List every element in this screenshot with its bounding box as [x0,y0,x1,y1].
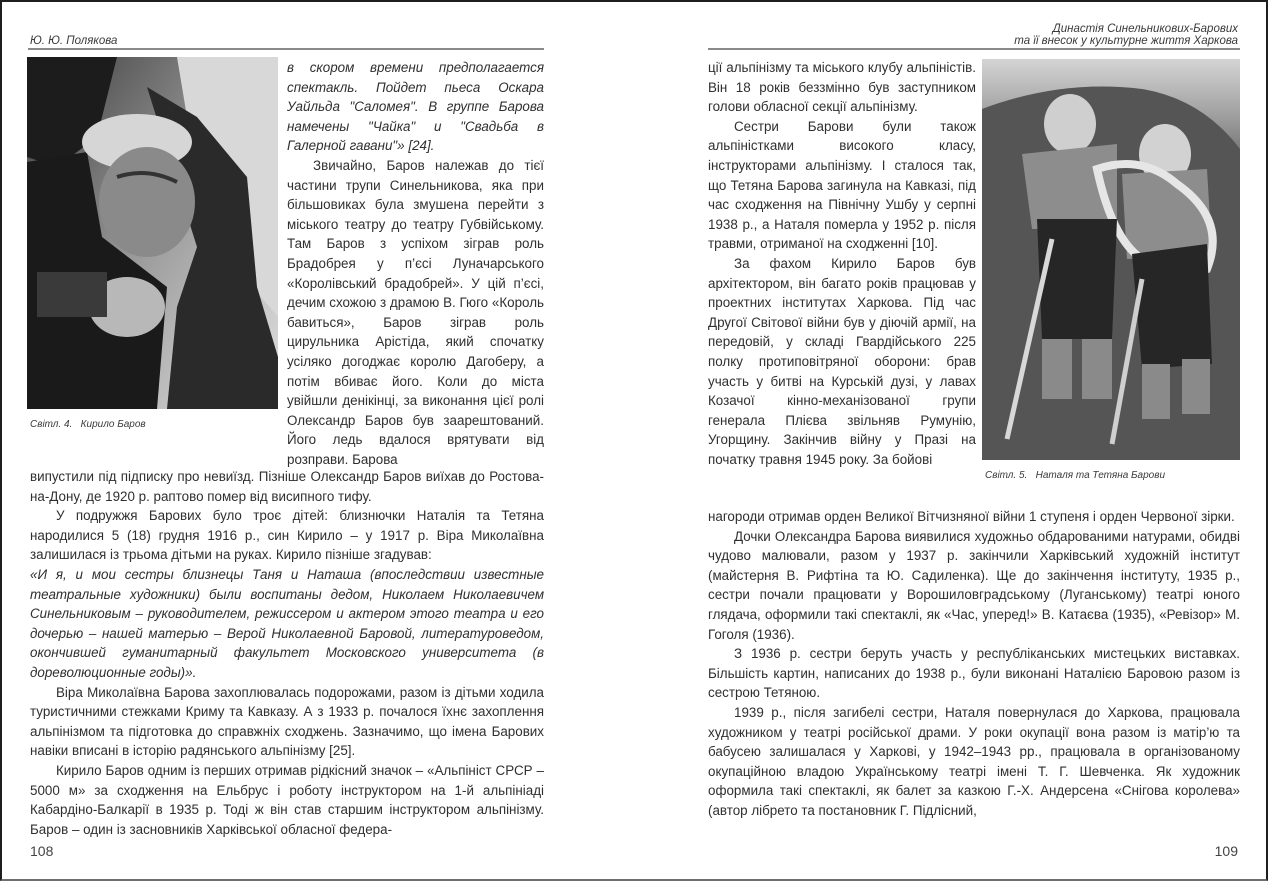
paragraph: Звичайно, Баров належав до тієї частини трупи Синельникова, яка при більшовиках була змушена перейти з міського театру до театру Губвійському. Там Баров з успіхом зіграв роль Брадобрея у п’єсі Луначарського «Королівський брадобрей». У цій п’єсі, дечим схожою з драмою В. Гюго «Король бавиться», Баров зіграв роль цирульника Арістіда, який спочатку усіляко догоджає королю Дагоберу, а потім вбиває його. Коли до міста увійшли денікінці, за виконання цієї ролі Олександр Баров був заарештований. Його ледь вдалося врятувати від розправи. Барова [287,157,544,467]
quote-paragraph: «И я, и мои сестры близнецы Таня и Наташа (впоследствии известные театральные художники) были воспитаны дедом, Николаем Николаевичем Синельниковым – руководителем, режиссером и актером этого театра и его дочерью – нашей матерью – Верой Николаевной Баровой, литературоведом, окончившей гуманитарный факультет Московского университета (в дореволюционные годы)». [30,566,544,680]
page-number-left: 108 [30,843,54,859]
paragraph: Віра Миколаївна Барова захоплювалась подорожами, разом із дітьми ходила туристичними стежками Криму та Кавказу. А з 1933 р. почалося їхнє захоплення альпінізмом та підготовка до справжніх сходжень. Зазначимо, що імена Барових навіки вписані в історію радянського альпінізму [25]. [30,684,544,759]
paragraph: 1939 р., після загибелі сестри, Наталя повернулася до Харкова, працювала художником у театрі російської драми. У роки окупації вона разом із матір’ю та бабусею залишалася у Харкові, у 1942–1943 рр., працювала в організованому окупаційною владою Українському театрі імені Т. Г. Шевченка. Як художник оформила такі спектаклі, як балет за казкою Г.-Х. Андерсена «Снігова королева» (автор лібрето та постановник Г. Підлісний, [708,704,1240,818]
left-page [2,2,636,879]
paragraph: За фахом Кирило Баров був архітектором, він багато років працював у проектних інститутах Харкова. Під час Другої Світової війни був у діючій армії, на передовій, у складі Гвардійського 225 полку протиповітряної оборони: брав участь у битві на Курській дузі, у лавах Козачої кінно-механізованої групи генерала Плієва звільняв Румунію, Угорщину. Закінчив війну у Празі на початку травня 1945 року. За бойові [708,255,976,467]
photo-kyrylo-barov [27,57,278,409]
paragraph: Кирило Баров одним із перших отримав рідкісний значок – «Альпініст СРСР – 5000 м» за сходження на Ельбрус і роботу інструктором на 1-й альпініаді Кабардіно-Балкарії в 1935 р. Тоді ж він став старшим інструктором альпінізму. Баров – один із засновників Харківської обласної федера- [30,762,544,837]
paragraph: З 1936 р. сестри беруть участь у республіканських мистецьких виставках. Більшість картин, написаних до 1938 р., були виконані Наталією Баровою разом із сестрою Тетяною. [708,646,1240,701]
paragraph: нагороди отримав орден Великої Вітчизняної війни 1 ступеня і орден Червоної зірки. [708,509,1235,524]
right-side-column [708,58,976,469]
photo-natalia-tetiana-barovy [982,59,1240,460]
paragraph: Дочки Олександра Барова виявилися художньо обдарованими натурами, обидві чудово малювали, разом у 1937 р. закінчили Харківський художній інститут (майстерня В. Рифтіна та Ю. Садиленка). Ще до закінчення інституту, 1935 р., сестри почали працювати у Ворошиловградському (Луганському) театрі юного глядача, оформили такі спектаклі, як «Час, уперед!» В. Катаєва (1935), «Ревізор» М. Гоголя (1936). [708,528,1240,642]
portrait-man-mountaineer-icon [27,57,278,409]
running-head-author: Ю. Ю. Полякова [30,35,118,47]
running-head-line-1: Династія Синельникових-Барових [1052,23,1238,35]
photo-caption-4: Світл. 4. Кирило Баров [30,419,146,430]
photo-caption-5: Світл. 5. Наталя та Тетяна Барови [985,470,1166,481]
right-full-width-text [708,507,1240,821]
paragraph: випустили під підписку про невиїзд. Пізніше Олександр Баров виїхав до Ростова-на-Дону, де 1920 р. раптово помер від висипного тифу. [30,469,544,504]
paragraph: ції альпінізму та міського клубу альпіністів. Він 18 років беззмінно був заступником голови обласної секції альпінізму. [708,60,976,115]
header-rule [28,48,544,50]
page-number-right: 109 [1214,843,1238,859]
right-page [636,2,1266,879]
header-rule [708,48,1240,50]
left-full-width-text [30,467,544,839]
running-head-title [1014,23,1238,47]
left-side-column [287,58,544,469]
two-women-mountaineers-icon [982,59,1240,460]
paragraph: Сестри Барови були також альпіністками високого класу, інструкторами альпінізму. І сталося так, що Тетяна Барова загинула на Кавказі, під час сходження на Північну Ушбу у серпні 1938 р., а Наталя померла у 1952 р. після травми, отриманої на сходженні [10]. [708,118,976,252]
paragraph: У подружжя Барових було троє дітей: близнючки Наталія та Тетяна народилися 5 (18) грудня 1916 р., син Кирило – у 1917 р. Віра Миколаївна залишилася із трьома дітьми на руках. Кирило пізніше згадував: [30,508,544,563]
quote-paragraph: в скором времени предполагается спектакль. Пойдет пьеса Оскара Уайльда "Саломея". В группе Барова намечены "Чайка" и "Свадьба в Галерной гавани"» [24]. [287,60,544,154]
running-head-line-2: та її внесок у культурне життя Харкова [1014,35,1238,47]
